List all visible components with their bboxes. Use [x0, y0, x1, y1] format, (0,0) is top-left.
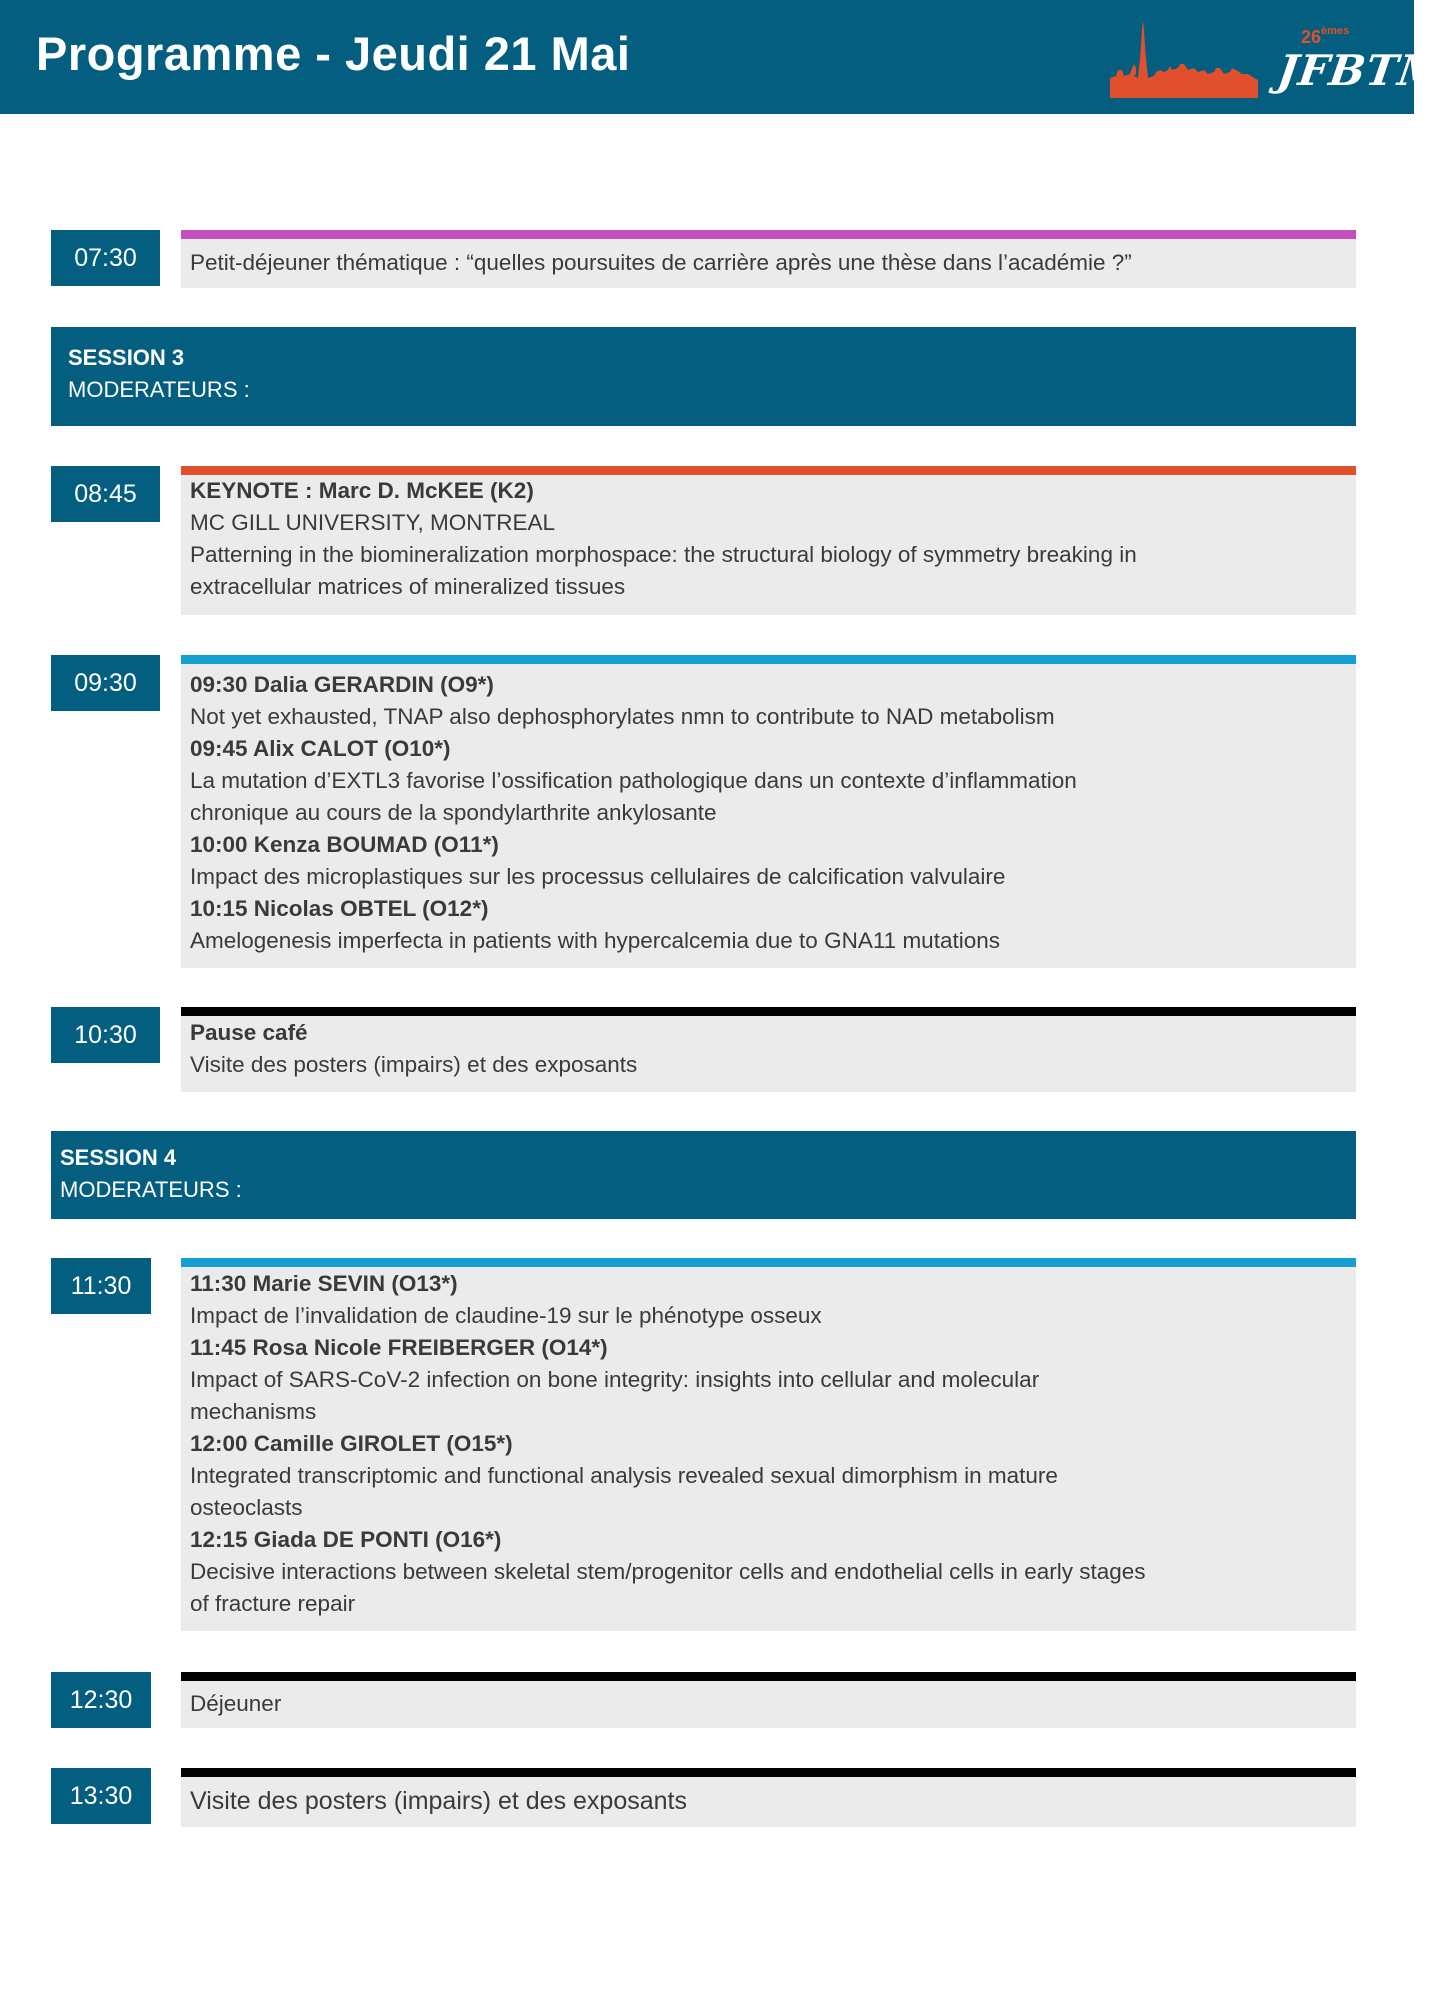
talk-speaker: 10:15 Nicolas OBTEL (O12*)	[190, 896, 489, 921]
color-bar	[181, 1007, 1356, 1016]
talk-title: La mutation d’EXTL3 favorise l’ossification pathologique dans un contexte d’inflammation	[190, 768, 1077, 793]
logo-edition: 26èmes	[1301, 25, 1350, 47]
talk-speaker: 11:30 Marie SEVIN (O13*)	[190, 1271, 458, 1296]
talk-title: Amelogenesis imperfecta in patients with hypercalcemia due to GNA11 mutations	[190, 928, 1000, 953]
color-bar	[181, 466, 1356, 475]
event-text: Visite des posters (impairs) et des exposants	[190, 1787, 687, 1815]
session-moderators: MODERATEURS :	[68, 377, 250, 402]
talk-speaker: 10:00 Kenza BOUMAD (O11*)	[190, 832, 499, 857]
session-title: SESSION 3	[68, 345, 185, 370]
event-block-posters	[181, 1777, 1356, 1827]
talk-title: chronique au cours de la spondylarthrite ankylosante	[190, 800, 717, 825]
session-moderators: MODERATEURS :	[60, 1177, 242, 1202]
keynote-title: KEYNOTE : Marc D. McKEE (K2)	[190, 478, 534, 503]
talk-title: of fracture repair	[190, 1591, 356, 1616]
event-block-talks-2	[181, 1267, 1356, 1631]
page-header	[0, 0, 1449, 114]
talk-speaker: 11:45 Rosa Nicole FREIBERGER (O14*)	[190, 1335, 608, 1360]
event-text: Déjeuner	[190, 1691, 282, 1716]
talk-title: Impact de l’invalidation de claudine-19 sur le phénotype osseux	[190, 1303, 822, 1328]
color-bar	[181, 1258, 1356, 1267]
talk-title: Integrated transcriptomic and functional analysis revealed sexual dimorphism in mature	[190, 1463, 1058, 1488]
time-badge: 13:30	[51, 1768, 151, 1824]
event-text	[190, 475, 1342, 603]
talk-title: osteoclasts	[190, 1495, 303, 1520]
color-bar	[181, 1768, 1356, 1777]
talk-list	[190, 1268, 1342, 1620]
event-block-keynote	[181, 475, 1356, 615]
talk-speaker: 12:00 Camille GIROLET (O15*)	[190, 1431, 513, 1456]
talk-speaker: 09:30 Dalia GERARDIN (O9*)	[190, 672, 494, 697]
event-block-lunch	[181, 1681, 1356, 1728]
talk-title: Decisive interactions between skeletal stem/progenitor cells and endothelial cells in early stages	[190, 1559, 1146, 1584]
time-badge: 12:30	[51, 1672, 151, 1728]
event-text	[190, 1017, 1342, 1081]
time-badge: 11:30	[51, 1258, 151, 1314]
talk-speaker: 12:15 Giada DE PONTI (O16*)	[190, 1527, 502, 1552]
keynote-affiliation: MC GILL UNIVERSITY, MONTREAL	[190, 510, 556, 535]
time-badge: 08:45	[51, 466, 160, 522]
keynote-talk-line: extracellular matrices of mineralized tissues	[190, 574, 626, 599]
time-badge: 10:30	[51, 1007, 160, 1063]
logo-name: JFBTM	[1274, 46, 1449, 95]
coffee-title: Pause café	[190, 1020, 308, 1045]
page-title: Programme - Jeudi 21 Mai	[36, 27, 631, 80]
session-title: SESSION 4	[60, 1145, 177, 1170]
jfbtm-logo	[1108, 18, 1449, 108]
session-header-3	[51, 327, 1356, 426]
time-badge: 09:30	[51, 655, 160, 711]
color-bar	[181, 655, 1356, 664]
event-block-coffee	[181, 1016, 1356, 1092]
talk-title: Impact des microplastiques sur les processus cellulaires de calcification valvulaire	[190, 864, 1006, 889]
session-header-4	[51, 1131, 1356, 1219]
event-block-breakfast	[181, 239, 1356, 288]
color-bar	[181, 1672, 1356, 1681]
paris-skyline-icon	[1108, 18, 1268, 108]
talk-list	[190, 669, 1342, 957]
talk-speaker: 09:45 Alix CALOT (O10*)	[190, 736, 451, 761]
event-text: Petit-déjeuner thématique : “quelles poursuites de carrière après une thèse dans l’académie ?”	[190, 250, 1132, 275]
talk-title: Impact of SARS-CoV-2 infection on bone integrity: insights into cellular and molecular	[190, 1367, 1040, 1392]
event-block-talks-1	[181, 664, 1356, 968]
coffee-text: Visite des posters (impairs) et des exposants	[190, 1052, 638, 1077]
color-bar	[181, 230, 1356, 239]
talk-title: mechanisms	[190, 1399, 317, 1424]
keynote-talk-line: Patterning in the biomineralization morphospace: the structural biology of symmetry breaking in	[190, 542, 1137, 567]
talk-title: Not yet exhausted, TNAP also dephosphorylates nmn to contribute to NAD metabolism	[190, 704, 1055, 729]
time-badge: 07:30	[51, 230, 160, 286]
